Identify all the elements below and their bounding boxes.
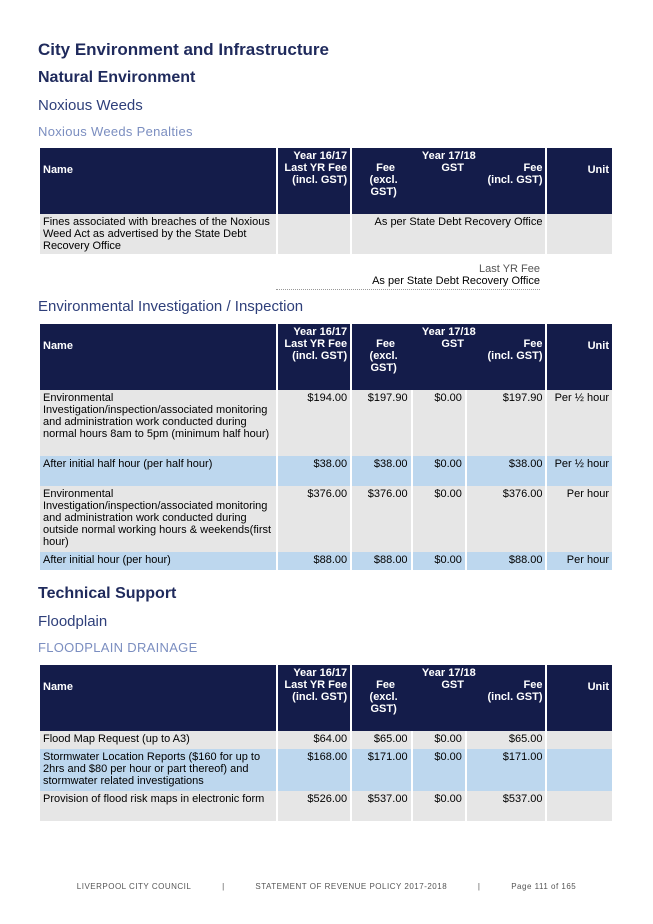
heading-noxious-weeds-penalties: Noxious Weeds Penalties — [38, 124, 193, 139]
footer-separator: | — [477, 882, 481, 891]
footer-document: STATEMENT OF REVENUE POLICY 2017-2018 — [255, 882, 448, 891]
row-name: Fines associated with breaches of the Noxious Weed Act as advertised by the State Debt Recovery Office — [40, 214, 276, 254]
heading-env-investigation: Environmental Investigation / Inspection — [38, 298, 304, 315]
col-header-last-yr: Year 16/17 Last YR Fee (incl. GST) — [278, 148, 351, 214]
heading-floodplain-drainage: FLOODPLAIN DRAINAGE — [38, 640, 198, 655]
col-header-unit: Unit — [547, 148, 612, 214]
floodplain-drainage-table: Name Year 16/17 Last YR Fee (incl. GST) Year 17/18 Fee (excl. GST) GST Fee (incl. GST) Unit Flood Map Request (up to A3) $64.00 $65.00 $0.00 $65.00 Stormwater Location Reports ($160 for up to 2hrs and $80 per hour or part thereof) and stormwater related investigations $168.00 $171.00 $0.00 $171.00 Provision of flood risk maps in electronic form $526.00 $537.00 $0.00 $537.00 — [38, 665, 614, 821]
footer-council: LIVERPOOL CITY COUNCIL — [76, 882, 192, 891]
table-row: Stormwater Location Reports ($160 for up to 2hrs and $80 per hour or part thereof) and stormwater related investigations $168.00 $171.00 $0.00 $171.00 — [40, 749, 612, 791]
footer-separator: | — [222, 882, 225, 891]
noxious-weeds-table — [38, 148, 614, 254]
page-heading-city-environment: City Environment and Infrastructure — [38, 40, 329, 59]
table-row: Flood Map Request (up to A3) $64.00 $65.00 $0.00 $65.00 — [40, 731, 612, 749]
heading-noxious-weeds: Noxious Weeds — [38, 97, 143, 114]
heading-natural-environment: Natural Environment — [38, 69, 196, 86]
last-yr-fee-note: Last YR Fee As per State Debt Recovery Office — [276, 263, 540, 290]
table-row: Environmental Investigation/inspection/associated monitoring and administration work conducted during normal hours 8am to 5pm (minimum half hour) $194.00 $197.90 $0.00 $197.90 Per ½ hour — [40, 390, 612, 456]
row-fee-note: As per State Debt Recovery Office — [352, 214, 545, 254]
table-row: After initial hour (per hour) $88.00 $88.00 $0.00 $88.00 Per hour — [40, 552, 612, 570]
table-row — [40, 214, 612, 254]
env-investigation-table: Name Year 16/17 Last YR Fee (incl. GST) Year 17/18 Fee (excl. GST) GST Fee (incl. GST) Unit Environmental Investigation/inspection/associated monitoring and administration work conducted during normal hours 8am to 5pm (minimum half hour) $194.00 $197.90 $0.00 $197.90 Per ½ hour After initial half hour (per half hour) $38.00 $38.00 $0.00 $38.00 Per ½ hour Environmental Investigation/inspection/associated monitoring and administration work conducted during outside normal working hours & weekends(first hour) $376.00 $376.00 $0.00 $376.00 Per hour After initial hour (per hour) $88.00 $88.00 $0.00 $88.00 Per hour — [38, 324, 614, 570]
heading-technical-support: Technical Support — [38, 585, 177, 602]
table-row: Provision of flood risk maps in electronic form $526.00 $537.00 $0.00 $537.00 — [40, 791, 612, 821]
page-footer — [0, 882, 653, 891]
heading-floodplain: Floodplain — [38, 613, 108, 630]
col-header-name: Name — [40, 148, 276, 214]
table-row: After initial half hour (per half hour) $38.00 $38.00 $0.00 $38.00 Per ½ hour — [40, 456, 612, 486]
table-row: Environmental Investigation/inspection/associated monitoring and administration work conducted during outside normal working hours & weekends(first hour) $376.00 $376.00 $0.00 $376.00 Per hour — [40, 486, 612, 552]
col-header-year-17-18: Year 17/18 Fee (excl. GST) GST Fee (incl. GST) — [352, 148, 545, 214]
footer-page-number: Page 111 of 165 — [511, 882, 577, 891]
